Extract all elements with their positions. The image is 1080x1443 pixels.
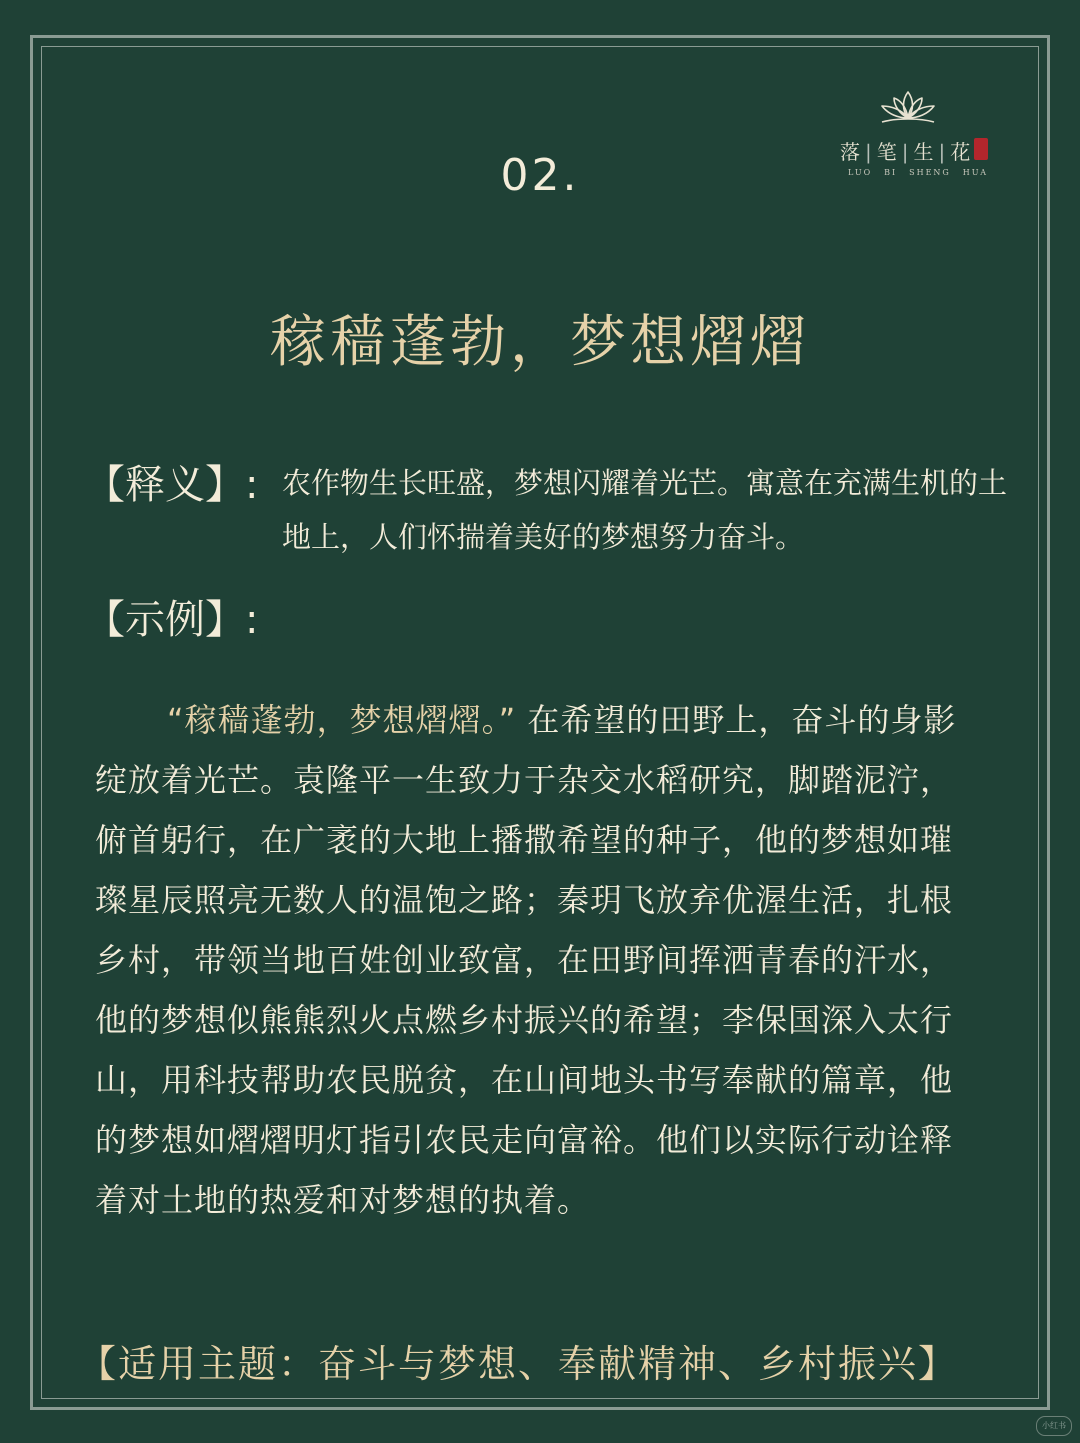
logo-char: 花 [950, 140, 972, 164]
logo-separator: | [938, 140, 947, 164]
example-quote: “稼穑蓬勃，梦想熠熠。” [167, 701, 517, 739]
logo-pinyin-part: BI [884, 168, 898, 177]
logo-separator: | [865, 140, 873, 164]
logo-separator: | [901, 140, 910, 164]
section-number: 02. [500, 150, 580, 201]
logo-char: 生 [913, 140, 935, 164]
logo-char: 落 [840, 140, 861, 164]
example-paragraph [95, 690, 985, 1230]
example-text: 在希望的田野上，奋斗的身影绽放着光芒。袁隆平一生致力于杂交水稻研究，脚踏泥泞，俯首躬行，在广袤的大地上播撒希望的种子，他的梦想如璀璨星辰照亮无数人的温饱之路；秦玥飞放弃优渥生活，扎根乡村，带领当地百姓创业致富，在田野间挥洒青春的汗水，他的梦想似熊熊烈火点燃乡村振兴的希望；李保国深入太行山，用科技帮助农民脱贫，在山间地头书写奉献的篇章，他的梦想如熠熠明灯指引农民走向富裕。他们以实际行动诠释着对土地的热爱和对梦想的执着。 [95, 701, 957, 1219]
logo-char: 笔 [876, 140, 898, 164]
logo-pinyin-part: SHENG [909, 168, 951, 177]
page-title: 稼穑蓬勃，梦想熠熠 [270, 310, 810, 375]
applicable-themes: 【适用主题：奋斗与梦想、奉献精神、乡村振兴】 [78, 1342, 959, 1386]
example-label: 【示例】: [85, 597, 259, 643]
logo-pinyin-part: LUO [848, 168, 873, 177]
meaning-label: 【释义】: [85, 462, 259, 508]
lotus-icon [876, 88, 940, 128]
watermark-badge: 小红书 [1036, 1416, 1072, 1436]
meaning-text: 农作物生长旺盛，梦想闪耀着光芒。寓意在充满生机的土地上，人们怀揣着美好的梦想努力奋斗。 [282, 466, 1008, 554]
logo-pinyin-part: HUA [962, 168, 988, 177]
